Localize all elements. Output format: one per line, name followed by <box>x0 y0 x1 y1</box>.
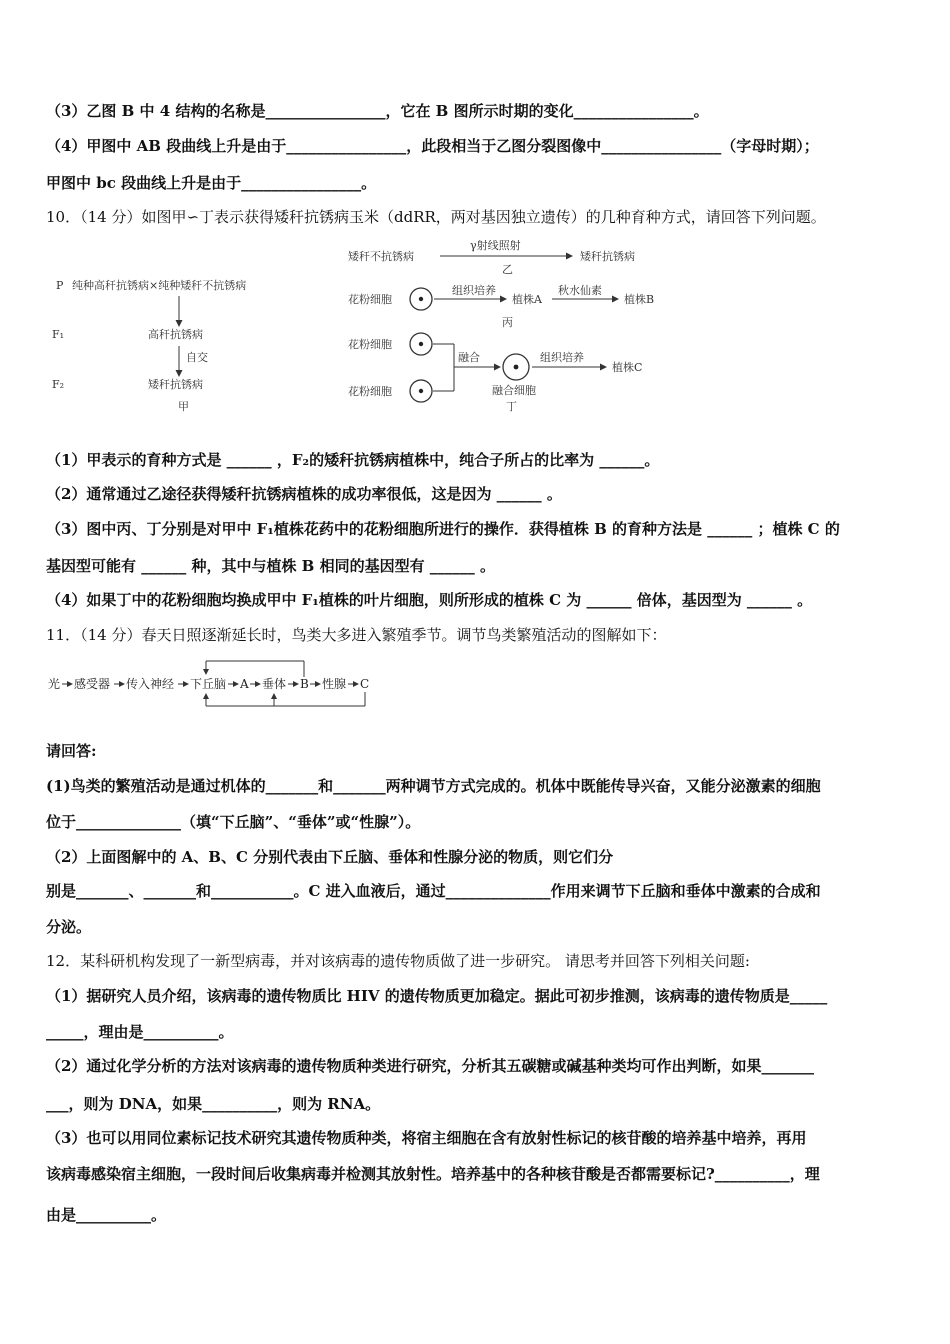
q12-part3-line2: 该病毒感染宿主细胞，一段时间后收集病毒并检测其放射性。培养基中的各种核苷酸是否都需要标记?__________，理 <box>46 1165 820 1183</box>
node-gonad: 性腺 <box>322 677 347 691</box>
q10-part4: （4）如果丁中的花粉细胞均换成甲中 F₁植株的叶片细胞，则所形成的植株 C 为 ______ 倍体，基因型为 ______ 。 <box>46 591 813 609</box>
q11-title: 11．（14 分）春天日照逐渐延长时，鸟类大多进入繁殖季节。调节鸟类繁殖活动的图解如下： <box>46 626 667 644</box>
q9-part3: （3）乙图 B 中 4 结构的名称是________________，它在 B 图所示时期的变化________________。 <box>46 102 709 120</box>
fusion-label: 融合 <box>458 351 480 364</box>
bing-label: 丙 <box>502 316 513 329</box>
node-c: C <box>360 677 370 691</box>
q11-part1-line2: 位于______________（填“下丘脑”、“垂体”或“性腺”）。 <box>46 813 421 831</box>
f1-text: 高秆抗锈病 <box>148 328 203 341</box>
yi-arrow-label: γ射线照射 <box>470 240 521 252</box>
node-hypothalamus: 下丘脑 <box>190 677 227 691</box>
q10-part3-line2: 基因型可能有 ______ 种，其中与植株 B 相同的基因型有 ______ 。 <box>46 557 496 575</box>
yi-left: 矮秆不抗锈病 <box>348 250 414 263</box>
q12-part3-line3: 由是__________。 <box>46 1206 167 1224</box>
q12-part1-line1: （1）据研究人员介绍，该病毒的遗传物质比 HIV 的遗传物质更加稳定。据此可初步推测，该病毒的遗传物质是_____ <box>46 987 828 1005</box>
bird-regulation-diagram <box>40 655 420 711</box>
pollen-cell-1: 花粉细胞 <box>348 293 392 306</box>
colchicine-label: 秋水仙素 <box>558 284 602 297</box>
f1-label: F₁ <box>52 328 65 341</box>
jia-label: 甲 <box>178 400 189 413</box>
p-label: P <box>56 279 64 292</box>
q10-part2: （2）通常通过乙途径获得矮秆抗锈病植株的成功率很低，这是因为 ______ 。 <box>46 485 562 503</box>
q10-title: 10．（14 分）如图甲∽丁表示获得矮秆抗锈病玉米（ddRR，两对基因独立遗传）的几种育种方式，请回答下列问题。 <box>46 208 826 226</box>
breeding-diagram <box>0 240 950 440</box>
q10-part3-line1: （3）图中丙、丁分别是对甲中 F₁植株花药中的花粉细胞所进行的操作．获得植株 B 的育种方法是 ______ ；植株 C 的 <box>46 520 840 538</box>
q12-part2-line1: （2）通过化学分析的方法对该病毒的遗传物质种类进行研究，分析其五碳糖或碱基种类均可作出判断，如果_______ <box>46 1057 814 1075</box>
node-receptor: 感受器 <box>74 677 111 691</box>
q12-part3-line1: （3）也可以用同位素标记技术研究其遗传物质种类，将宿主细胞在含有放射性标记的核苷酸的培养基中培养，再用 <box>46 1129 807 1147</box>
q9-part4-line2: 甲图中 bc 段曲线上升是由于________________。 <box>46 174 377 192</box>
yi-label: 乙 <box>502 263 513 276</box>
plant-b: 植株B <box>624 293 655 306</box>
p-cross: 纯种高秆抗锈病×纯种矮秆不抗锈病 <box>72 279 247 292</box>
pollen-cell-3: 花粉细胞 <box>348 385 392 398</box>
q10-part1: （1）甲表示的育种方式是 ______ ，F₂的矮秆抗锈病植株中，纯合子所占的比率为 ______。 <box>46 451 660 469</box>
q12-part2-line2: ___，则为 DNA，如果__________，则为 RNA。 <box>46 1095 381 1113</box>
q11-part2-line3: 分泌。 <box>46 918 92 936</box>
q11-part2-line2: 别是_______、_______和___________。C 进入血液后，通过______________作用来调节下丘脑和垂体中激素的合成和 <box>46 882 821 900</box>
q12-part1-line2: _____，理由是__________。 <box>46 1023 234 1041</box>
selfing-label: 自交 <box>186 351 208 364</box>
node-light: 光 <box>48 677 61 691</box>
f2-label: F₂ <box>52 378 65 391</box>
node-pituitary: 垂体 <box>262 677 287 691</box>
q12-title: 12．某科研机构发现了一新型病毒，并对该病毒的遗传物质做了进一步研究。 请思考并回答下列相关问题: <box>46 952 750 970</box>
yi-right: 矮秆抗锈病 <box>580 250 635 263</box>
q9-part4-line1: （4）甲图中 AB 段曲线上升是由于________________，此段相当于乙图分裂图像中________________（字母时期）； <box>46 137 819 155</box>
plant-a: 植株A <box>512 293 542 306</box>
tissue-culture-2: 组织培养 <box>540 351 584 364</box>
q11-prompt: 请回答: <box>46 742 97 760</box>
node-afferent-nerve: 传入神经 <box>126 677 175 691</box>
fused-cell-label: 融合细胞 <box>492 384 536 397</box>
f2-text: 矮秆抗锈病 <box>148 378 203 391</box>
node-b: B <box>300 677 309 691</box>
ding-label: 丁 <box>506 400 517 413</box>
pollen-cell-2: 花粉细胞 <box>348 338 392 351</box>
tissue-culture-1: 组织培养 <box>452 284 496 297</box>
q11-part1-line1: (1)鸟类的繁殖活动是通过机体的_______和_______两种调节方式完成的。机体中既能传导兴奋，又能分泌激素的细胞 <box>46 777 821 795</box>
node-a: A <box>240 677 249 691</box>
q11-part2-line1: （2）上面图解中的 A、B、C 分别代表由下丘脑、垂体和性腺分泌的物质，则它们分 <box>46 848 614 866</box>
plant-c: 植株C <box>612 361 643 374</box>
